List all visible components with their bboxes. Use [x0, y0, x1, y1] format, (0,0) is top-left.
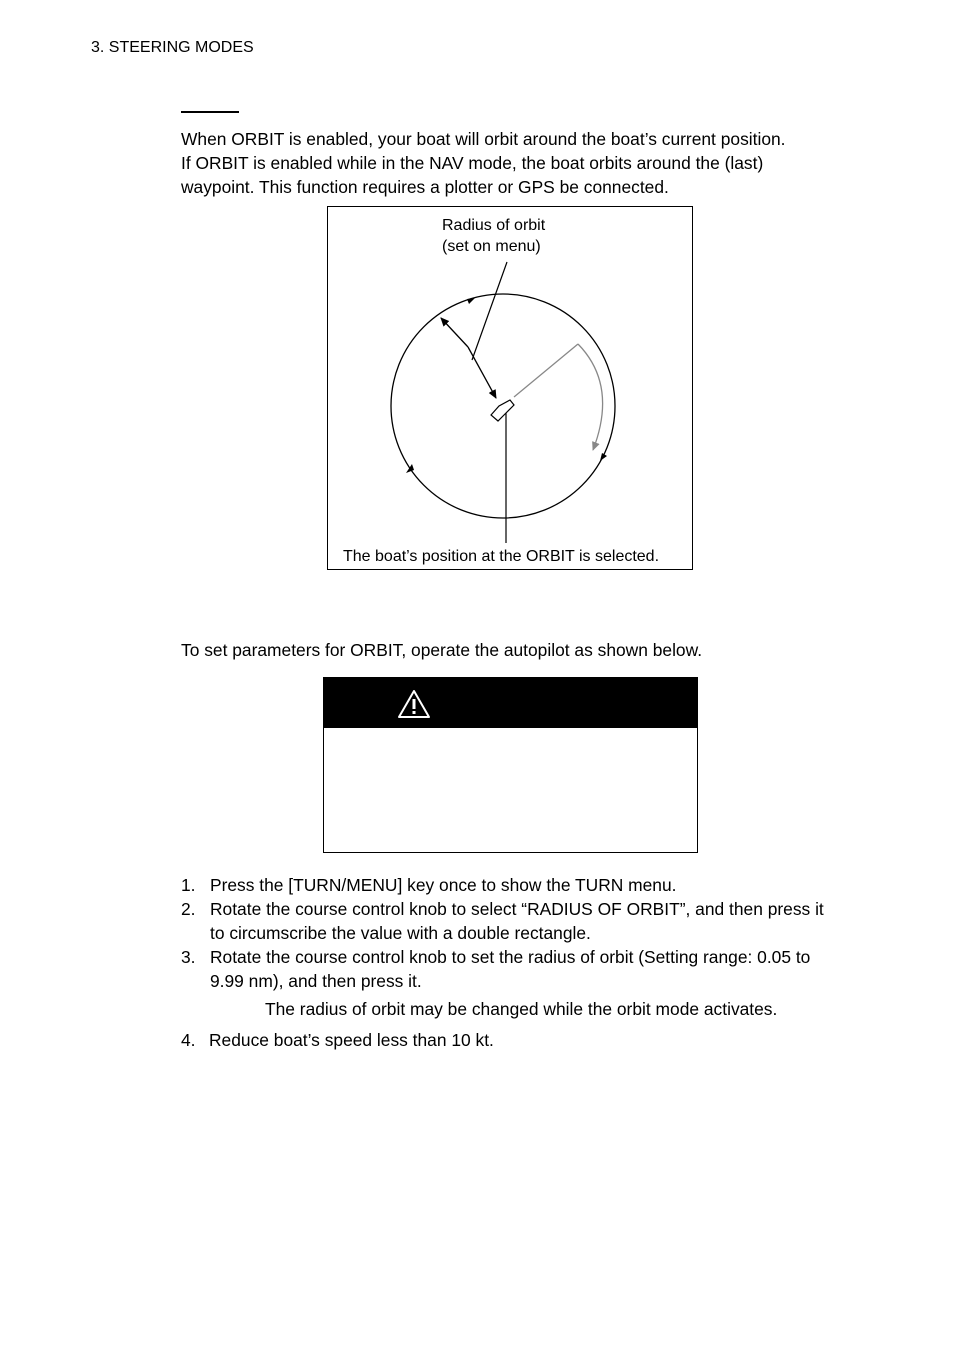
- warning-box: [323, 677, 698, 853]
- step-text: Rotate the course control knob to set the radius of orbit (Setting range: 0.05 to 9.99 nm), and then press it.: [210, 947, 811, 991]
- boat-icon: [491, 400, 514, 421]
- approach-turn-arrow: [578, 344, 603, 450]
- radius-arrow: [441, 318, 468, 347]
- boat-position-label: The boat’s position at the ORBIT is selected.: [343, 548, 660, 565]
- step-number: 2.: [181, 899, 196, 919]
- radius-leader-line: [472, 262, 507, 360]
- step-text: Press the [TURN/MENU] key once to show the TURN menu.: [210, 875, 677, 895]
- intro-line: When ORBIT is enabled, your boat will orbit around the boat’s current position.: [181, 129, 786, 149]
- list-item: [181, 873, 841, 897]
- orbit-diagram-drawing: [328, 207, 694, 571]
- step-number: 4.: [181, 1030, 196, 1050]
- intro-line: If ORBIT is enabled while in the NAV mode, the boat orbits around the (last): [181, 153, 764, 173]
- radius-of-orbit-label: [442, 215, 545, 257]
- page-header-section: 3. STEERING MODES: [91, 39, 254, 56]
- radius-label-line: Radius of orbit: [442, 217, 546, 234]
- step-text: Reduce boat’s speed less than 10 kt.: [209, 1030, 494, 1050]
- radius-arrow: [468, 347, 496, 398]
- step-note: The radius of orbit may be changed while the orbit mode activates.: [265, 999, 778, 1019]
- intro-line: waypoint. This function requires a plotter or GPS be connected.: [181, 177, 669, 197]
- setup-paragraph: To set parameters for ORBIT, operate the autopilot as shown below.: [181, 640, 703, 660]
- intro-paragraph: [181, 127, 841, 199]
- orbit-direction-arrow: [467, 298, 475, 304]
- step-number: 1.: [181, 875, 196, 895]
- procedure-steps: [181, 873, 841, 993]
- list-item: [181, 945, 841, 993]
- list-item: [181, 1030, 494, 1051]
- step-text: Rotate the course control knob to select “RADIUS OF ORBIT”, and then press it to circumscribe the value with a double rectangle.: [210, 899, 824, 943]
- step-number: 3.: [181, 947, 196, 967]
- warning-header: [324, 678, 697, 728]
- radius-label-line: (set on menu): [442, 238, 541, 255]
- approach-track-line: [514, 344, 578, 397]
- orbit-diagram: [327, 206, 693, 570]
- orbit-direction-arrow: [600, 453, 607, 461]
- warning-triangle-icon: [397, 689, 431, 719]
- list-item: [181, 897, 841, 945]
- heading-rule: [181, 111, 239, 113]
